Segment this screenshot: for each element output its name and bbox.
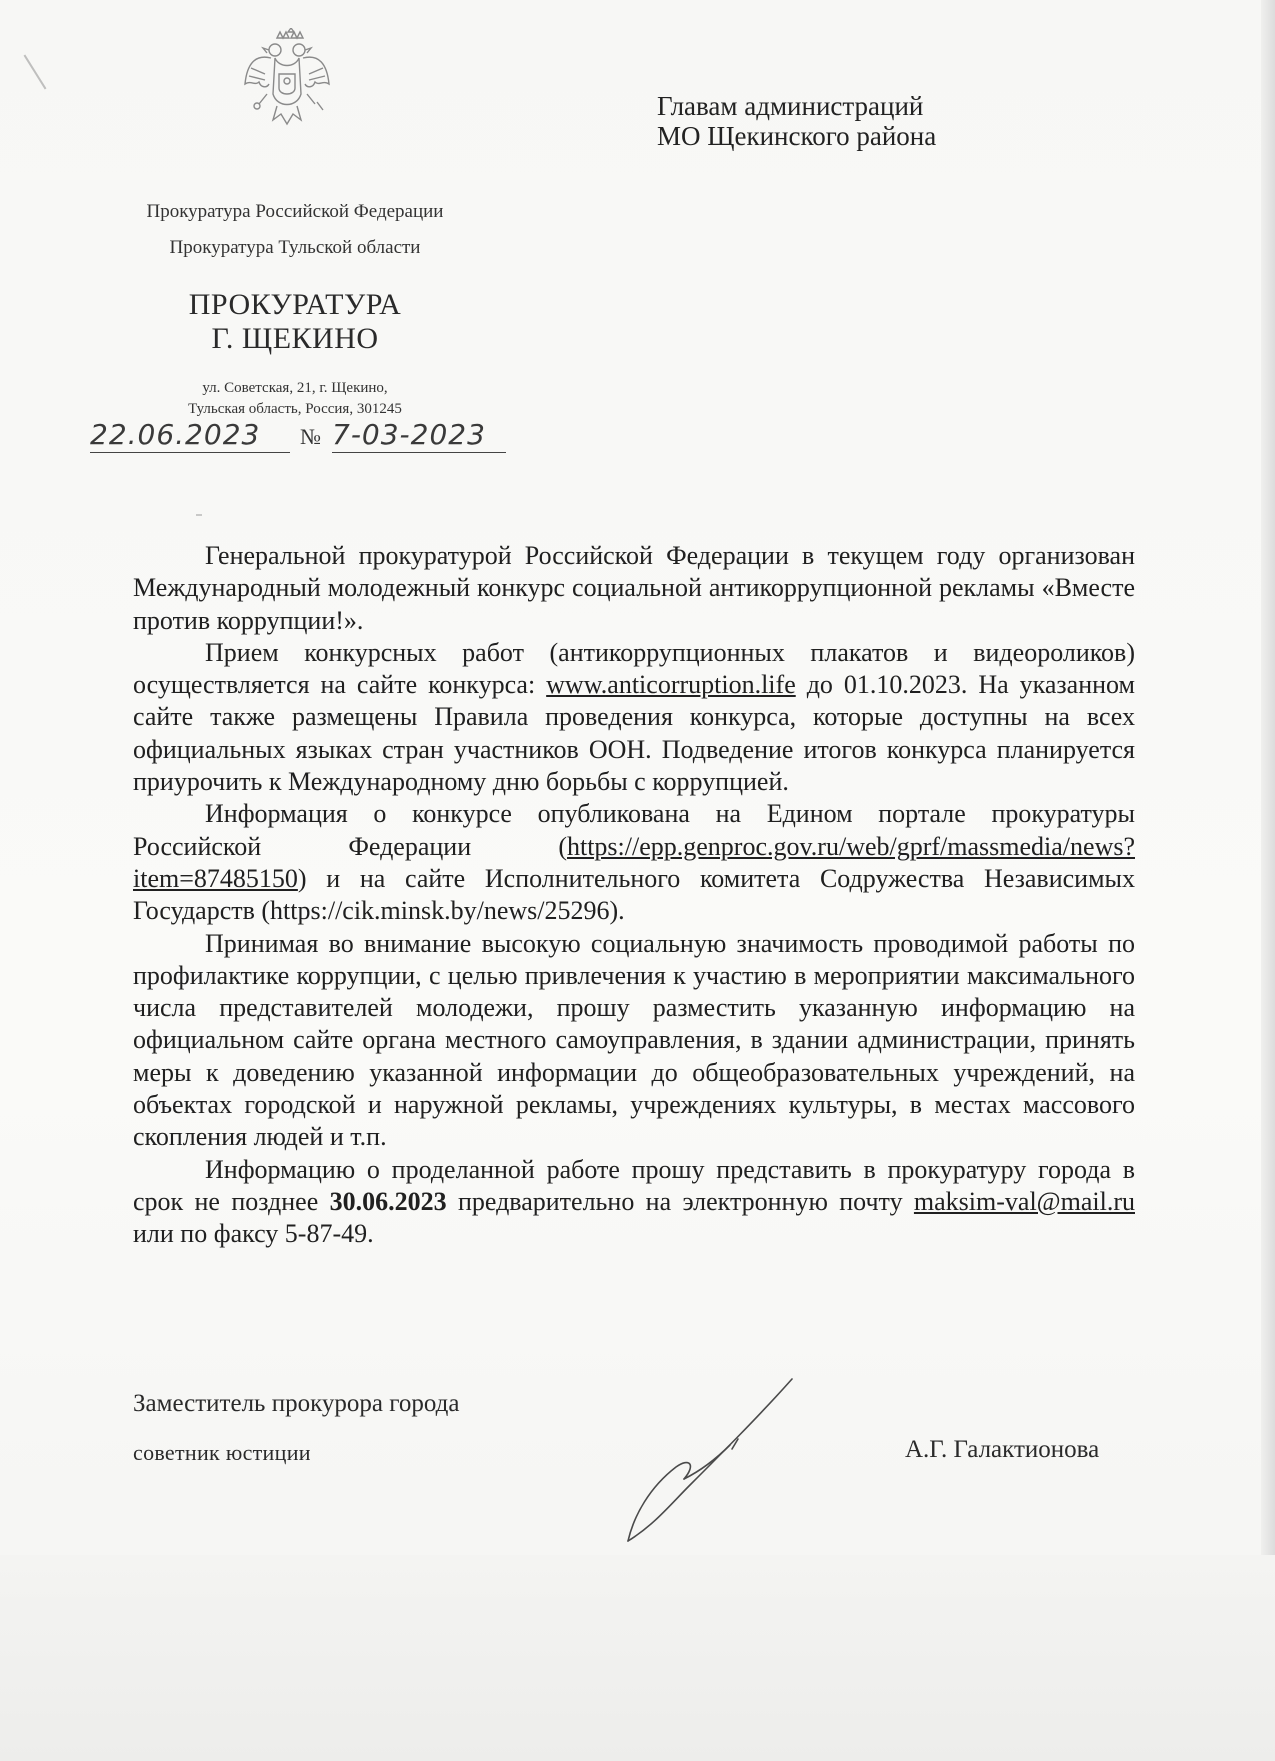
page-edge-right [1261, 0, 1275, 1555]
double-headed-eagle-emblem-icon [241, 28, 333, 130]
email-link[interactable]: maksim-val@mail.ru [913, 1186, 1135, 1216]
paragraph-1: Генеральной прокуратурой Российской Федерации в текущем году организован Международный молодежный конкурс социальной антикоррупционной рекламы «Вместе против коррупции!». [133, 541, 1135, 635]
registration-line [86, 418, 516, 458]
addressee-block [657, 91, 936, 151]
paragraph-5-text-a: Информацию о проделанной работе прошу представить в прокуратуру города в срок не позднее [133, 1154, 1135, 1216]
signer-rank: советник юстиции [133, 1440, 311, 1465]
registration-number-label: № [300, 424, 321, 449]
paragraph-5 [133, 1154, 1135, 1251]
sender-address-1: ул. Советская, 21, г. Щекино, [202, 380, 388, 396]
paragraph-2-text-a: Прием конкурсных работ (антикоррупционных плакатов и видеороликов) осуществляется на сайте конкурса: [133, 637, 1135, 700]
paragraph-4: Принимая во внимание высокую социальную значимость проводимой работы по профилактике коррупции, с целью привлечения к участию в мероприятии максимального числа представителей молодежи, прошу разместить указанную информацию на официальном сайте органа местного самоуправления, в здании администрации, принять меры к доведению указанной информации до общеобразовательных учреждений, на объектах городской и наружной рекламы, учреждениях культуры, в местах массового скопления людей и т.п. [133, 928, 1135, 1152]
deadline-date: 30.06.2023 [329, 1186, 447, 1216]
sender-name-2: Г. ЩЕКИНО [211, 322, 379, 355]
sender-block [95, 200, 495, 420]
paragraph-5-text-c: или по факсу 5-87-49. [133, 1219, 374, 1249]
sender-org-1: Прокуратура Российской Федерации [146, 201, 444, 222]
paragraph-3 [133, 798, 1135, 927]
handwritten-signature [620, 1375, 800, 1545]
sender-address-2: Тульская область, Россия, 301245 [188, 401, 402, 417]
letter-body [133, 540, 1135, 1251]
paragraph-3-text-b: ) и на сайте Исполнительного комитета Содружества Независимых Государств (https://cik.minsk.by/news/25296). [133, 863, 1135, 926]
registration-date: 22.06.2023 [90, 418, 290, 453]
scan-mark [196, 514, 202, 516]
signer-name: А.Г. Галактионова [905, 1436, 1100, 1463]
paragraph-2-text-b: до 01.10.2023. На указанном сайте также размещены Правила проведения конкурса, которые доступны на всех официальных языках стран участников ООН. Подведение итогов конкурса планируется приурочить к Международному дню борьбы с коррупцией. [133, 670, 1135, 797]
paragraph-2 [133, 637, 1135, 798]
addressee-line-1: Главам администраций [657, 91, 924, 121]
sender-org-2: Прокуратура Тульской области [169, 237, 421, 258]
contest-site-link[interactable]: www.anticorruption.life [546, 670, 796, 700]
page-bottom-margin [0, 1555, 1275, 1761]
addressee-line-2: МО Щекинского района [657, 121, 937, 151]
registration-number: 7-03-2023 [332, 418, 506, 453]
paragraph-5-text-b: предварительно на электронную почту [446, 1186, 914, 1216]
scan-mark [24, 55, 47, 90]
signer-position: Заместитель прокурора города [133, 1390, 460, 1417]
genproc-portal-link[interactable]: https://epp.genproc.gov.ru/web/gprf/massmedia/news?item=87485150 [133, 831, 1135, 893]
paragraph-3-text-a: Информация о конкурсе опубликована на Едином портале прокуратуры Российской Федерации ( [133, 799, 1135, 861]
sender-name-1: ПРОКУРАТУРА [188, 288, 402, 321]
